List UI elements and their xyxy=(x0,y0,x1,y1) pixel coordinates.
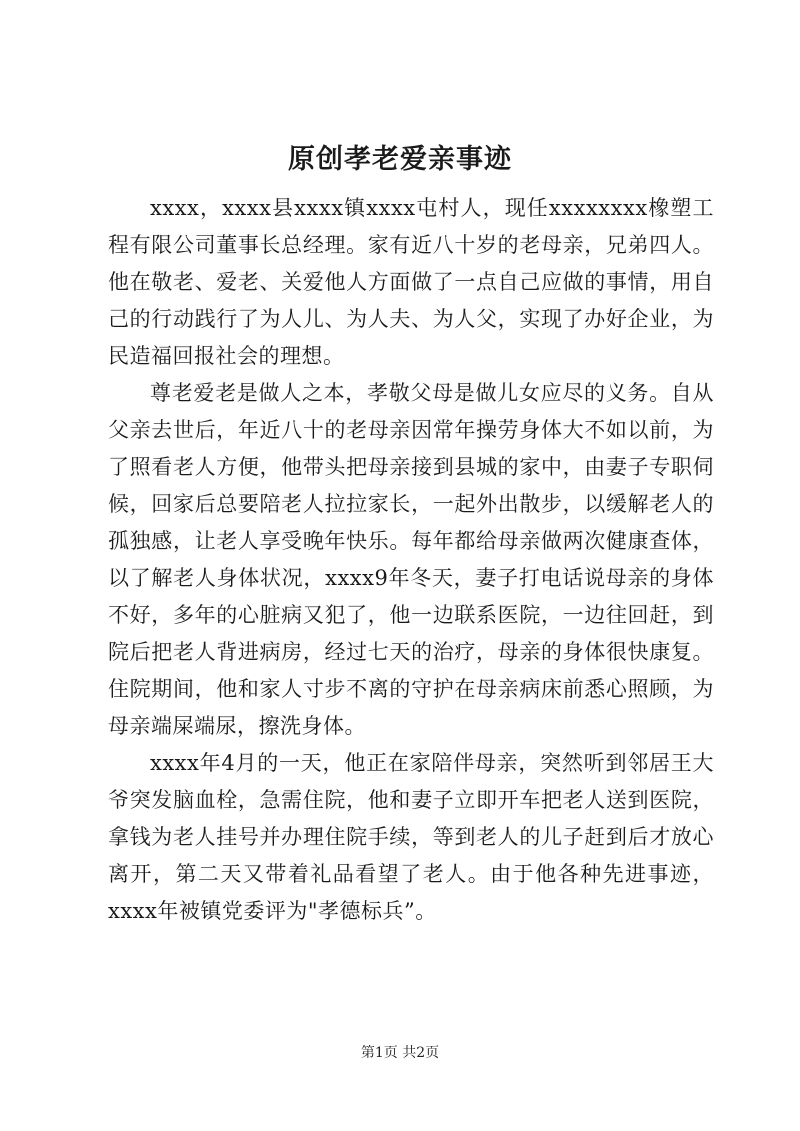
paragraph-3: xxxx年4月的一天，他正在家陪伴母亲，突然听到邻居王大爷突发脑血栓，急需住院，他和妻子立即开车把老人送到医院，拿钱为老人挂号并办理住院手续，等到老人的儿子赶到后才放心离开，第二天又带着礼品看望了老人。由于他各种先进事迹，xxxx年被镇党委评为"孝德标兵”。 xyxy=(108,751,714,923)
page-number-footer: 第1页 共2页 xyxy=(360,1045,440,1061)
paragraph-1: xxxx，xxxx县xxxx镇xxxx屯村人，现任xxxxxxxx橡塑工程有限公司董事长总经理。家有近八十岁的老母亲，兄弟四人。他在敬老、爱老、关爱他人方面做了一点自己应做的事情，用自己的行动践行了为人儿、为人夫、为人父，实现了办好企业，为民造福回报社会的理想。 xyxy=(108,196,714,368)
document-body xyxy=(108,190,714,930)
paragraph-2: 尊老爱老是做人之本，孝敬父母是做儿女应尽的义务。自从父亲去世后，年近八十的老母亲因常年操劳身体大不如以前，为了照看老人方便，他带头把母亲接到县城的家中，由妻子专职伺候，回家后总要陪老人拉拉家长，一起外出散步，以缓解老人的孤独感，让老人享受晚年快乐。每年都给母亲做两次健康查体，以了解老人身体状况，xxxx9年冬天，妻子打电话说母亲的身体不好，多年的心脏病又犯了，他一边联系医院，一边往回赶，到院后把老人背进病房，经过七天的治疗，母亲的身体很快康复。住院期间，他和家人寸步不离的守护在母亲病床前悉心照顾，为母亲端屎端尿，擦洗身体。 xyxy=(108,381,714,738)
document-title: 原创孝老爱亲事迹 xyxy=(288,144,512,175)
